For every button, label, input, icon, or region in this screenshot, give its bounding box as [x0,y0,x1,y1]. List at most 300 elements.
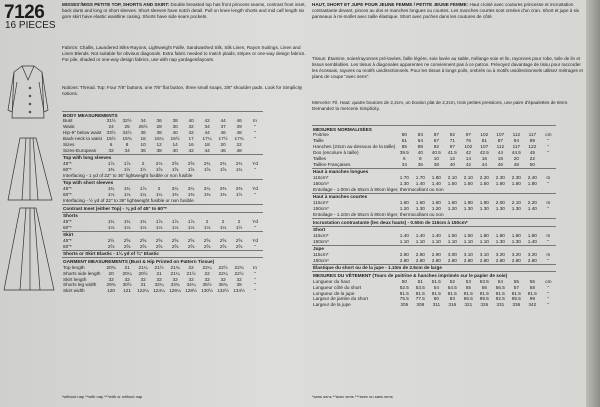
cell-value: 14 [465,156,471,162]
cell-value: 1⅝ [155,167,163,173]
cell-value: 1.40 [431,232,441,238]
cell-value: 99 [529,296,535,302]
cell-value: 30½ [122,282,132,288]
table-row [62,205,263,212]
cell-value: 55 [529,278,535,284]
cell-value: 2.80 [495,258,505,264]
fabrics-en: Fabrics: Challis, Laundered Silks-Rayons, Lightweight Faille, Sandwashed Silk, Silk Linen, Rayon Suitings, Linen and Linen Blends. Not suitable for obvious diagonals. Extra fabric needed to match plaids, stripes or one-way design fabrics. For pile, shaded or one-way design fabrics, use with nap yardages/layouts. [62,45,306,63]
row-label: Bust [63,118,73,124]
cell-value: 42 [465,161,471,167]
table-row [312,245,556,252]
cell-value: 35½ [202,282,212,288]
cell-value: 2¾ [203,161,211,167]
cell-value: 1⅞ [171,218,179,224]
cell-value: 1⅜ [203,192,211,198]
table-row [312,219,556,226]
cell-value: 22 [236,142,242,148]
cell-value: 1.10 [431,238,441,244]
cell-value: 40 [449,161,455,167]
cell-value: 1.20 [431,206,441,212]
row-label: 150cm* [313,238,329,244]
row-label: Poitrine [313,132,329,138]
cell-value: 1.30 [495,206,505,212]
cell-value: 42 [204,118,210,124]
cell-value: 1.80 [479,232,489,238]
description-fr-text: Haut croisé avec coutures princesse et incrustation contrastante devant, pinces au dos et manches longues ou courtes. Les manches courtes sont ornées d'un cran. Short et jupe à six panneaux à mi-mollet avec taille élastique. Short avec poches dans les coutures de côté. [312,2,580,19]
cell-value: 48 [236,130,242,136]
row-label: Skirt width [63,288,85,294]
row-label: Waist [63,124,75,130]
cell-value: " [254,167,256,173]
cell-value: " [547,181,550,187]
cell-value: 81.5 [511,290,521,296]
cell-value: 81.5 [447,290,457,296]
description-title: MISSES'/MISS PETITE TOP, SHORTS AND SKIRT: [62,2,170,7]
cell-value: 2⅝ [123,244,131,250]
row-label: Haut à manches courtes [312,193,556,200]
cell-value: 2½ [107,238,115,244]
row-label: Largeur de la jupe [313,302,351,308]
cell-value: 1.40 [399,232,409,238]
cell-value: 8 [419,156,422,162]
cell-value: 130½ [201,288,213,294]
cell-value: 1⅛ [139,224,147,230]
cell-value: 87 [497,138,503,144]
cell-value: 44 [220,118,226,124]
row-label: 60"* [63,192,72,198]
cell-value: 2¾ [235,161,243,167]
cell-value: 6 [109,142,113,148]
cell-value: 2¼ [171,186,179,192]
cell-value: 32 [156,276,162,282]
cell-value: 2⅝ [171,161,179,167]
cell-value: 305 [400,302,409,308]
cell-value: 2¾ [219,161,227,167]
cell-value: 22 [188,264,194,270]
cell-value: 16 [188,142,194,148]
cell-value: 1⅝ [219,167,227,173]
cell-value: 102 [464,144,473,150]
top-sketch [8,66,48,118]
cell-value: 36 [140,147,146,153]
cell-value: 321 [464,302,473,308]
nap-legend-en: *without nap **with nap ***with or without nap [62,394,143,399]
row-label: Élastique du short ou de la jupe - 1.10m de 2.5cm de large [312,264,556,271]
cell-value: 53.5 [415,284,425,290]
cell-value: 1¾ [139,218,147,224]
cell-value: 1.50 [479,181,489,187]
cell-value: m [546,232,551,238]
cell-value: 121 [123,288,131,294]
cell-value: 81.5 [431,290,441,296]
cell-value: 1.10 [447,238,457,244]
cell-value: 1¾ [235,167,243,173]
cell-value: 126¼ [169,288,181,294]
cell-value: In [253,264,258,270]
cell-value: 38 [156,130,162,136]
cell-value: 1.40 [527,238,537,244]
cell-value: 2.80 [463,258,473,264]
cell-value: 32 [220,276,226,282]
row-label: Dos (encolure à taille) [313,150,359,156]
cell-value: 2 [157,186,161,192]
cell-value: 1⅜ [219,192,227,198]
cell-value: 1.20 [447,206,457,212]
cell-value: " [547,238,550,244]
cell-value: 21¼ [138,264,148,270]
cell-value: 45 [529,150,535,156]
cell-value: 2.90 [431,252,441,258]
cell-value: 2⅝ [123,238,131,244]
cell-value: 34 [124,147,130,153]
cell-value: 44 [204,130,210,136]
cell-value: 2⅝ [155,238,163,244]
cell-value: 36 [156,118,162,124]
cell-value: 2⅝ [139,238,147,244]
cell-value: 77.5 [415,296,425,302]
cell-value: " [254,288,256,294]
cell-value: 20 [513,156,519,162]
cell-value: 1⅝ [171,167,179,173]
cell-value: 39 [236,124,242,130]
cell-value: 52 [449,278,455,284]
cell-value: 1.50 [463,181,473,187]
cell-value: 2⅝ [187,161,195,167]
cell-value: 92 [449,132,455,138]
garment-sketches [0,0,62,300]
cell-value: 46 [236,118,242,124]
cell-value: 12 [156,142,162,148]
cell-value: 81.5 [463,290,473,296]
cell-value: 95.5 [511,296,521,302]
cell-value: 2.80 [431,258,441,264]
cell-value: 51.5 [431,278,441,284]
cell-value: " [547,302,550,308]
cell-value: 2⅜ [219,186,227,192]
cell-value: 53 [465,278,471,284]
row-label: Longueur côté du short [313,284,362,290]
cell-value: 33½ [106,130,116,136]
yardage-table-en [62,111,308,294]
cell-value: " [547,144,550,150]
cell-value: 1.30 [511,238,521,244]
cell-value: 20¼ [122,270,132,276]
cell-value: 2⅝ [235,238,243,244]
cell-value: 55 [513,278,519,284]
cell-value: 1⅛ [171,224,179,230]
row-label: Sizes [63,142,75,148]
cell-value: 2⅝ [139,244,147,250]
cell-value: 32 [204,276,210,282]
row-label: Entoilage - 1.10m de 55cm à 90cm léger, thermocollant ou non [313,212,444,218]
cell-value: 1.10 [399,238,409,244]
cell-value: 1.60 [399,200,409,206]
table-row [312,226,556,233]
cell-value: 34½ [122,130,132,136]
table-row [312,302,556,308]
row-label: Back-neck to waist [63,136,103,142]
cell-value: 34 [204,124,210,130]
cell-value: 44 [481,161,487,167]
cell-value: " [547,258,550,264]
cell-value: 117 [528,132,537,138]
cell-value: 1¼ [219,224,227,230]
row-label: Jupe [312,245,556,252]
cell-value: 2.80 [399,258,409,264]
cell-value: 2¼ [203,186,211,192]
row-label: 115cm* [313,252,329,258]
cell-value: 42 [188,130,194,136]
cell-value: 81.5 [527,290,537,296]
cell-value: 1⅞ [139,186,147,192]
cell-value: 342 [528,302,537,308]
cell-value: 120 [107,288,115,294]
cell-value: 2.40 [527,175,537,181]
cell-value: 1.70 [399,175,409,181]
cell-value: 32 [188,276,194,282]
cell-value: 336 [512,302,521,308]
yardage-grid-en [62,111,263,294]
cell-value: m [546,252,551,258]
cell-value: 55 [465,284,471,290]
notions-fr: Mercerie: Fil. Haut: quatre boutons de 2,2cm, un bouton plat de 2,2cm, trois petites pressions, une paire d'épaulettes de 6mm. Demandez la mercerie Simplicity. [312,100,569,111]
cell-value: 36¾ [218,282,228,288]
cell-value: 102 [480,132,489,138]
cell-value: Yd [252,186,258,192]
cell-value: " [547,284,550,290]
cell-value: 38 [156,147,162,153]
cell-value: 112 [512,132,521,138]
cell-value: 107 [496,132,505,138]
table-row [312,272,556,279]
cell-value: 81.5 [495,290,505,296]
table-row [312,126,556,133]
notions-en: Notions: Thread. Top: Four 7/8" buttons, one 7/8" flat button, three small snaps, 3/8" shoulder pads. Look for Simplicity notions. [62,85,303,97]
cell-value: 308 [416,302,425,308]
cell-value: 34 [401,161,407,167]
cell-value: 1.40 [415,232,425,238]
row-label: 115cm* [313,200,329,206]
cell-value: 2.30 [511,175,521,181]
cell-value: 1.70 [415,175,425,181]
envelope-edge [586,0,600,407]
cell-value: " [254,192,256,198]
cell-value: 2.80 [479,258,489,264]
cell-value: 3.10 [479,252,489,258]
cell-value: 2⅝ [203,244,211,250]
cell-value: " [547,138,550,144]
cell-value: 1.80 [495,181,505,187]
cell-value: 34¼ [186,282,196,288]
cell-value: 10 [433,156,439,162]
cell-value: 32¼ [154,282,164,288]
cell-value: 51 [417,278,423,284]
cell-value: 1¼ [155,192,163,198]
cell-value: 32 [172,276,178,282]
table-row [312,168,556,175]
row-label: Top length [63,264,85,270]
cell-value: 22½ [234,270,244,276]
cell-value: 67 [433,138,439,144]
row-label: MESURES DU VÊTEMENT (Tours de poitrine & hanches imprimés sur le papier de soie) [312,272,556,279]
cell-value: 1⅛ [123,224,131,230]
cell-value: 1⅞ [187,218,195,224]
cell-value: 1.60 [431,200,441,206]
row-label: Interfacing - 1 yd of 22" to 36" lightweight fusible or non fusible [63,173,193,179]
cell-value: 50 [529,161,535,167]
cell-value: 54.5 [447,284,457,290]
cell-value: 1.80 [511,181,521,187]
table-row [62,250,263,257]
cell-value: 86.5 [463,296,473,302]
cell-value: 22 [204,270,210,276]
cell-value: " [547,290,550,296]
row-label: GARMENT MEASUREMENTS (Bust & Hip Printed on Pattern Tissue) [62,258,263,265]
row-label: Top with long sleeves [62,154,263,161]
cell-value: 48 [513,161,519,167]
yardage-grid-fr [312,125,556,308]
cell-value: 2⅝ [187,238,195,244]
cell-value: 31½ [106,118,116,124]
cell-value: 22¼ [202,264,212,270]
row-label: Contrast Inset (either Top) - ⅛ yd of 45" to 60"* [62,205,263,212]
cell-value: 2.80 [415,258,425,264]
cell-value: 36 [140,130,146,136]
cell-value: " [254,130,256,136]
cell-value: 1¾ [107,218,115,224]
cell-value: 1¾ [123,186,131,192]
cell-value: 40.5 [431,150,441,156]
row-label: 45"* [63,218,72,224]
cell-value: 38 [433,161,439,167]
cell-value: " [547,296,550,302]
cell-value: 21 [124,264,130,270]
cell-value: 2⅝ [171,244,179,250]
cell-value: 81.5 [399,290,409,296]
cell-value: 1.50 [447,181,457,187]
table-row [312,193,556,200]
cell-value: 117 [512,144,521,150]
cell-value: 32 [108,276,114,282]
cell-value: 1½ [235,192,243,198]
cell-value: 32 [140,276,146,282]
cell-value: 112 [496,144,505,150]
row-label: Skirt [62,231,263,238]
cell-value: 331 [496,302,505,308]
cell-value: 57 [513,284,519,290]
cell-value: 58 [529,284,535,290]
table-row [62,231,263,238]
cell-value: 54 [497,278,503,284]
cell-value: 1⅛ [203,224,211,230]
cell-value: 53.5 [479,278,489,284]
row-label: Short [312,226,556,233]
cell-value: 1⅞ [155,218,163,224]
table-row [62,179,263,186]
cell-value: " [254,124,256,130]
cell-value: 1⅛ [123,192,131,198]
row-label: Skirt length [63,276,87,282]
cell-value: 1.80 [511,232,521,238]
row-label: Tailles [313,156,327,162]
cell-value: 1.10 [415,238,425,244]
cell-value: 1⅛ [155,224,163,230]
cell-value: 3.20 [495,252,505,258]
cell-value: 2⅝ [219,238,227,244]
cell-value: 2⅝ [155,244,163,250]
cell-value: 32 [188,124,194,130]
cell-value: 1½ [139,167,147,173]
cell-value: 1.30 [415,206,425,212]
row-label: Longueur du haut [313,278,350,284]
cell-value: Yd [252,218,258,224]
cell-value: " [254,282,256,288]
cell-value: 1½ [235,224,243,230]
cell-value: 44 [497,150,503,156]
cell-value: 52.5 [399,284,409,290]
table-row [62,212,263,219]
cell-value: 2⅛ [155,161,163,167]
table-row [62,154,263,161]
cell-value: 20½ [138,270,148,276]
cell-value: 92.5 [495,296,505,302]
cell-value: 1⅝ [203,167,211,173]
cell-value: 26½ [138,124,148,130]
cell-value: 122 [528,144,537,150]
cell-value: 42.5 [479,150,489,156]
row-label: 60"* [63,244,72,250]
table-row [62,288,263,294]
cell-value: 39.5 [399,150,409,156]
cell-value: 36 [417,161,423,167]
cell-value: 83 [449,296,455,302]
table-row [62,112,263,119]
cell-value: 21½ [154,264,164,270]
row-label: Longueur de la jupe [313,290,355,296]
cell-value: 2.80 [527,258,537,264]
pattern-number: 7126 [4,2,45,23]
cell-value: 1.80 [431,175,441,181]
cell-value: m [546,175,551,181]
cell-value: 21 [156,270,162,276]
cell-value: 1.30 [399,181,409,187]
cell-value: 1⅞ [123,161,131,167]
cell-value: cm [545,132,552,138]
row-label: 45"* [63,186,72,192]
cell-value: 12 [449,156,455,162]
description-fr [312,2,586,20]
cell-value: 48 [236,147,242,153]
cell-value: " [254,276,256,282]
cell-value: 87 [433,132,439,138]
cell-value: 3.20 [511,252,521,258]
cell-value: " [254,136,256,142]
cell-value: 128½ [185,288,197,294]
yardage-table-fr [312,125,586,308]
cell-value: 97 [449,144,455,150]
cell-value: 29¾ [106,282,116,288]
row-label: 60"* [63,224,72,230]
cell-value: 1.80 [495,232,505,238]
cell-value: 33¾ [170,282,180,288]
cell-value: 2⅝ [171,238,179,244]
cell-value: 1.40 [431,181,441,187]
cell-value: 2.10 [463,175,473,181]
cell-value: 122¼ [137,288,149,294]
cell-value: 14 [172,142,178,148]
cell-value: 92 [433,144,439,150]
cell-value: 17¾ [234,136,244,142]
